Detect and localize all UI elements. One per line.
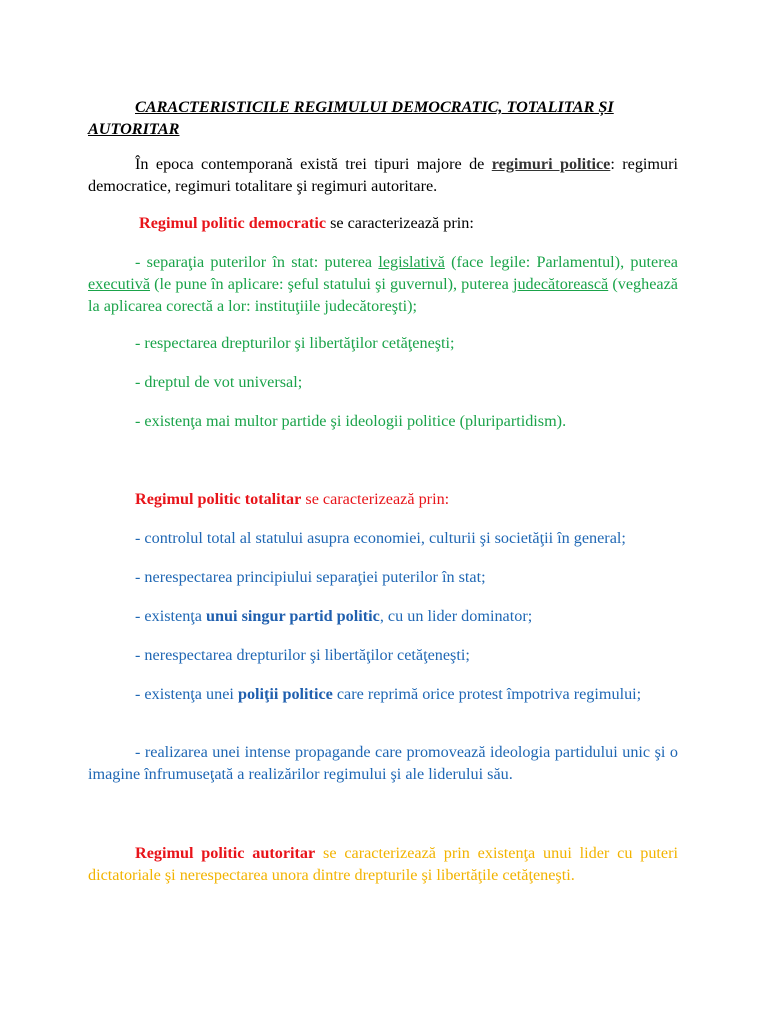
democratic-item-3: - dreptul de vot universal; — [135, 373, 303, 391]
title-line-1: CARACTERISTICILE REGIMULUI DEMOCRATIC, TOTALITAR ȘI — [135, 98, 614, 116]
authoritarian-paragraph — [88, 842, 678, 886]
authoritarian-rest: se caracterizează prin existenţa unui lider cu puteri dictatoriale şi nerespectarea unora dintre drepturile şi libertăţile cetăţeneşti. — [88, 844, 678, 884]
totalitarian-item-3-b: , cu un lider dominator; — [379, 607, 533, 625]
totalitarian-item-3 — [88, 605, 678, 627]
democratic-item-4: - existenţa mai multor partide şi ideologii politice (pluripartidism). — [135, 412, 567, 430]
totalitarian-item-2: - nerespectarea principiului separaţiei puterilor în stat; — [135, 568, 486, 586]
democratic-item-2: - respectarea drepturilor şi libertăţilor cetăţeneşti; — [135, 334, 455, 352]
authoritarian-heading: Regimul politic autoritar — [135, 844, 316, 862]
totalitarian-item-3-bold: unui singur partid politic — [206, 607, 380, 625]
totalitarian-item-4: - nerespectarea drepturilor şi libertăţilor cetăţeneşti; — [135, 646, 470, 664]
democratic-heading-rest: se caracterizează prin: — [326, 214, 474, 232]
totalitarian-item-6: - realizarea unei intense propagande care promovează ideologia partidului unic şi o imagine înfrumuseţată a realizărilor regimului şi ale liderului său. — [88, 743, 678, 783]
democratic-heading — [88, 212, 678, 234]
democratic-item-1-d: (veghează la aplicarea corectă a lor: instituţiile judecătoreşti); — [88, 275, 678, 315]
totalitarian-item-5-bold: poliţii politice — [237, 685, 333, 703]
title-line-2: AUTORITAR — [88, 120, 180, 138]
democratic-item-1 — [88, 251, 678, 317]
totalitarian-item-5-b: care reprimă orice protest împotriva regimului; — [332, 685, 642, 703]
intro-before: În epoca contemporană există trei tipuri majore de — [135, 155, 492, 173]
democratic-item-1-c: (le pune în aplicare: şeful statului şi guvernul), puterea — [150, 275, 513, 293]
totalitarian-heading-rest: se caracterizează prin: — [301, 490, 450, 508]
term-legislativa: legislativă — [378, 253, 445, 271]
totalitarian-item-5 — [88, 683, 678, 705]
term-judecatoreasca: judecătorească — [512, 275, 609, 293]
intro-paragraph — [88, 153, 678, 197]
term-executiva: executivă — [88, 275, 151, 293]
totalitarian-item-3-a: - existenţa — [135, 607, 207, 625]
democratic-item-1-b: (face legile: Parlamentul), puterea — [444, 253, 678, 271]
totalitarian-heading-title: Regimul politic totalitar — [135, 490, 302, 508]
totalitarian-heading — [88, 488, 678, 510]
document-title — [88, 96, 678, 140]
intro-after: : regimuri democratice, regimuri totalitare şi regimuri autoritare. — [88, 155, 678, 195]
democratic-heading-title: Regimul politic democratic — [139, 214, 327, 232]
totalitarian-item-1: - controlul total al statului asupra economiei, culturii şi societăţii în general; — [135, 529, 626, 547]
totalitarian-item-5-a: - existenţa unei — [135, 685, 238, 703]
democratic-item-1-a: - separaţia puterilor în stat: puterea — [135, 253, 379, 271]
intro-term: regimuri politice — [491, 155, 611, 173]
